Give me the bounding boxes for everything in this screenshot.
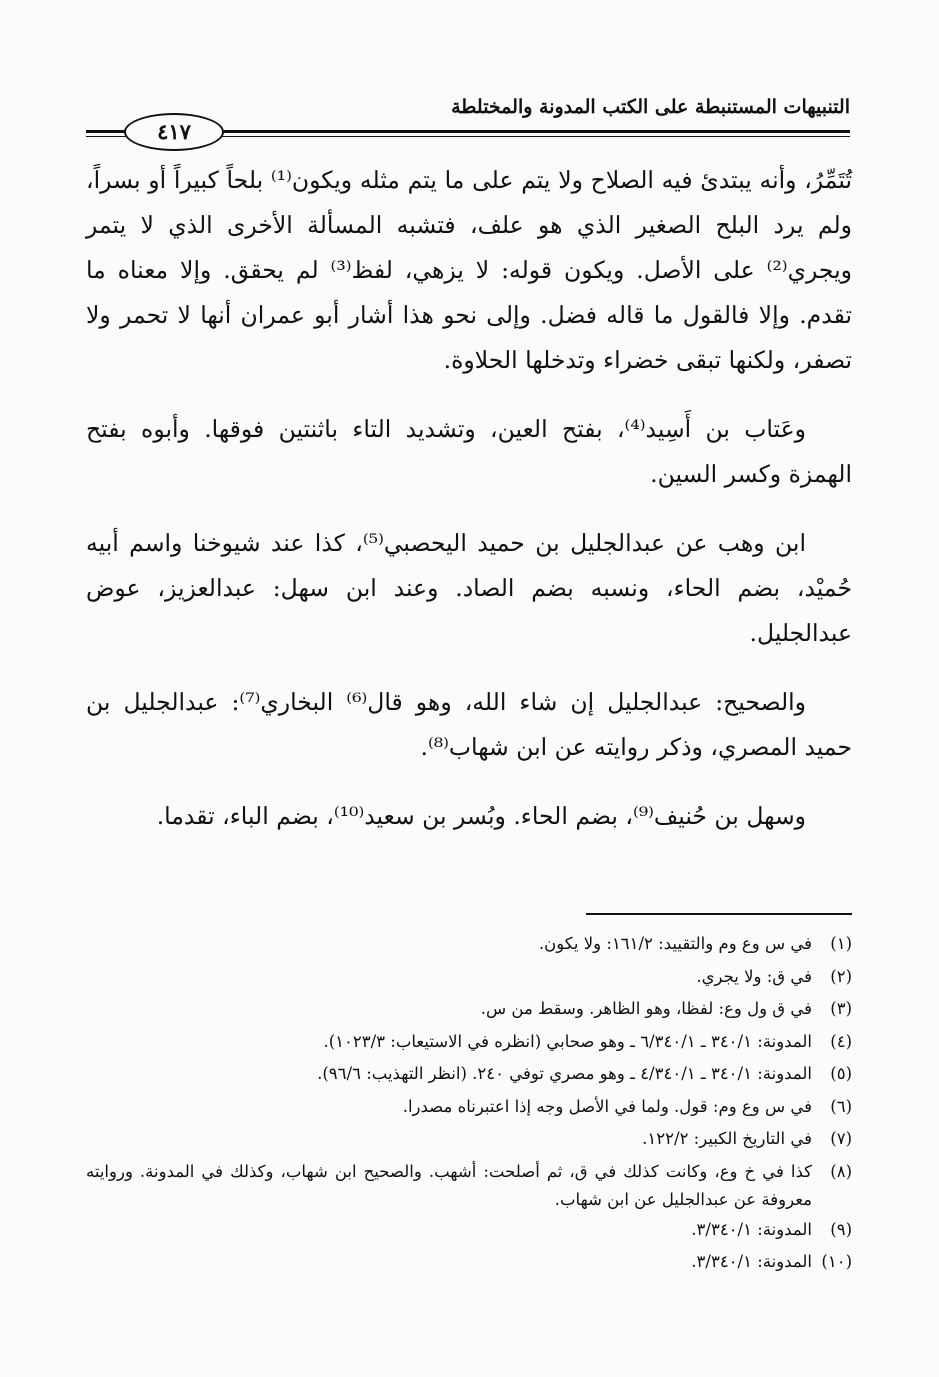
footnote-text: المدونة: ٣٤٠/١ ـ ٦/٣٤٠/١ ـ وهو صحابي (انظره في الاستيعاب: ١٠٢٣/٣).: [323, 1031, 812, 1051]
footnote-item: [86, 1214, 852, 1247]
footnote-item: [86, 928, 852, 961]
footnote-text: المدونة: ٣٤٠/١ ـ ٤/٣٤٠/١ ـ وهو مصري توفي ٢٤٠. (انظر التهذيب: ٩٦/٦).: [317, 1064, 812, 1083]
footnote-number: (٤): [830, 1031, 852, 1051]
footnote-number: (٦): [830, 1096, 852, 1116]
footnote-item: [86, 1123, 852, 1156]
footnote-number: (١٠): [821, 1252, 852, 1271]
footnote-text: المدونة: ٣/٣٤٠/١.: [691, 1219, 812, 1239]
paragraph: تُتَمِّرُ، وأنه يبتدئ فيه الصلاح ولا يتم على ما يتم مثله ويكون⁽¹⁾ بلحاً كبيراً أو بسراً، ولم يرد البلح الصغير الذي هو علف، فتشبه المسألة الأخرى الذي لا يتمر ويجري⁽²⁾ على الأصل. ويكون قوله: لا يزهي، لفظ⁽³⁾ لم يحقق. وإلا معناه ما تقدم. وإلا فالقول ما قاله فضل. وإلى نحو هذا أشار أبو عمران أنها لا تحمر ولا تصفر، ولكنها تبقى خضراء وتدخلها الحلاوة.: [86, 166, 852, 374]
running-title: التنبيهات المستنبطة على الكتب المدونة والمختلطة: [451, 96, 850, 118]
footnote-number: (٨): [830, 1161, 852, 1181]
footnote-number: (١): [830, 934, 852, 953]
page-header: [86, 94, 850, 150]
footnote-item: [86, 1091, 852, 1124]
footnote-text: المدونة: ٣/٣٤٠/١.: [691, 1252, 812, 1271]
footnote-separator: [586, 913, 852, 915]
paragraph: وعَتاب بن أَسِيد⁽⁴⁾، بفتح العين، وتشديد التاء باثنتين فوقها. وأبوه بفتح الهمزة وكسر السين.: [86, 415, 852, 488]
footnote-text: في التاريخ الكبير: ١٢٢/٢.: [642, 1129, 812, 1148]
footnote-item: [86, 1026, 852, 1059]
footnote-number: (٣): [830, 999, 852, 1018]
paragraph: ابن وهب عن عبدالجليل بن حميد اليحصبي⁽⁵⁾، كذا عند شيوخنا واسم أبيه حُميْد، بضم الحاء، ونسبه بضم الصاد. وعند ابن سهل: عبدالعزيز، عوض عبدالجليل.: [86, 529, 852, 647]
footnote-number: (٢): [830, 966, 852, 986]
footnote-item: [86, 993, 852, 1026]
footnote-number: (٩): [830, 1219, 852, 1239]
footnote-text: في ق: ولا يجري.: [696, 966, 812, 986]
paragraph: وسهل بن حُنيف⁽⁹⁾، بضم الحاء. وبُسر بن سعيد⁽¹⁰⁾، بضم الباء، تقدما.: [156, 802, 806, 830]
footnotes: [86, 928, 852, 1279]
footnote-text: في س وع وم: قول. ولما في الأصل وجه إذا اعتبرناه مصدرا.: [402, 1096, 812, 1116]
body-text: [86, 158, 852, 839]
footnote-item: [86, 1246, 852, 1279]
footnote-text: كذا في خ وع، وكانت كذلك في ق، ثم أصلحت: أشهب. والصحيح ابن شهاب، وكذلك في المدونة. وروايته معروفة عن عبدالجليل عن ابن شهاب.: [86, 1161, 812, 1209]
footnote-text: في ق ول وع: لفظا، وهو الظاهر. وسقط من س.: [480, 999, 812, 1018]
page-number: ٤١٧: [124, 113, 224, 151]
footnote-text: في س وع وم والتقييد: ١٦١/٢: ولا يكون.: [538, 934, 812, 953]
footnote-item: [86, 1156, 852, 1214]
footnote-item: [86, 1058, 852, 1091]
paragraph: والصحيح: عبدالجليل إن شاء الله، وهو قال⁽⁶⁾ البخاري⁽⁷⁾: عبدالجليل بن حميد المصري، وذكر روايته عن ابن شهاب⁽⁸⁾.: [86, 688, 852, 761]
footnote-item: [86, 961, 852, 994]
footnote-number: (٧): [830, 1129, 852, 1148]
footnote-number: (٥): [830, 1064, 852, 1083]
